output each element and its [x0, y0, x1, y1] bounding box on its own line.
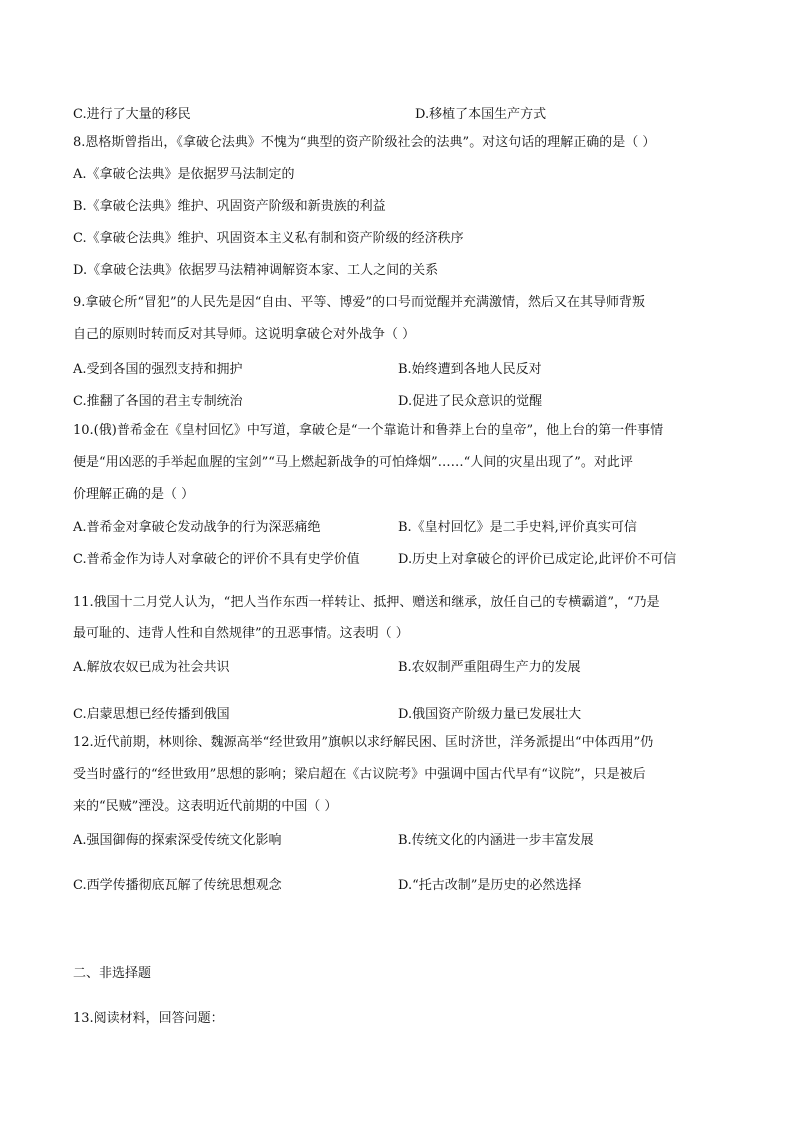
q10-options-cd [73, 548, 733, 566]
q11-stem-line2: 最可耻的、违背人性和自然规律”的丑恶事情。这表明（ ） [73, 626, 409, 641]
q11-option-d: D.俄国资产阶级力量已发展壮大 [398, 707, 582, 722]
q12-stem-line1: 12.近代前期，林则徐、魏源高举“经世致用”旗帜以求纾解民困、匡时济世，洋务派提出“中体西用”仍 [73, 735, 654, 750]
q10-options-ab [73, 516, 733, 534]
section-heading: 二、非选择题 [73, 966, 152, 981]
q10-option-d: D.历史上对拿破仑的评价已成定论,此评价不可信 [398, 552, 677, 567]
q12-option-a: A.强国御侮的探索深受传统文化影响 [73, 833, 282, 848]
q10-stem-line3: 价理解正确的是（ ） [73, 487, 195, 502]
q11-stem-line1: 11.俄国十二月党人认为，“把人当作东西一样转让、抵押、赠送和继承，放任自己的专横霸道”，“乃是 [73, 595, 660, 610]
q10-option-a: A.普希金对拿破仑发动战争的行为深恶痛绝 [73, 520, 321, 535]
q12-stem-line3: 来的“民贼”湮没。这表明近代前期的中国（ ） [73, 799, 338, 814]
q8-stem: 8.恩格斯曾指出，《拿破仑法典》不愧为“典型的资产阶级社会的法典”。对这句话的理解正确的是（ ） [73, 135, 656, 150]
q10-option-b: B.《皇村回忆》是二手史料,评价真实可信 [398, 520, 637, 535]
q12-options-ab [73, 829, 733, 847]
q11-option-b: B.农奴制严重阻碍生产力的发展 [398, 660, 581, 675]
q8-option-c: C.《拿破仑法典》维护、巩固资本主义私有制和资产阶级的经济秩序 [73, 231, 464, 246]
q13-stem: 13.阅读材料，回答问题： [73, 1011, 224, 1026]
q9-option-d: D.促进了民众意识的觉醒 [398, 394, 543, 409]
q12-option-b: B.传统文化的内涵进一步丰富发展 [398, 833, 594, 848]
q9-options-cd [73, 390, 733, 408]
q10-option-c: C.普希金作为诗人对拿破仑的评价不具有史学价值 [73, 552, 360, 567]
q9-options-ab [73, 358, 733, 376]
q8-option-b: B.《拿破仑法典》维护、巩固资产阶级和新贵族的利益 [73, 199, 386, 214]
q8-option-d: D.《拿破仑法典》依据罗马法精神调解资本家、工人之间的关系 [73, 263, 439, 278]
q11-option-c: C.启蒙思想已经传播到俄国 [73, 707, 230, 722]
q11-option-a: A.解放农奴已成为社会共识 [73, 660, 230, 675]
q8-option-a: A.《拿破仑法典》是依据罗马法制定的 [73, 167, 295, 182]
q10-stem-line1: 10.(俄)普希金在《皇村回忆》中写道，拿破仑是“一个靠诡计和鲁莽上台的皇帝”，他上台的第一件事情 [73, 423, 664, 438]
q9-option-a: A.受到各国的强烈支持和拥护 [73, 362, 243, 377]
q11-options-cd [73, 703, 733, 721]
q12-stem-line2: 受当时盛行的“经世致用”思想的影响；梁启超在《古议院考》中强调中国古代早有“议院”，只是被后 [73, 767, 646, 782]
q10-stem-line2: 便是“用凶恶的手举起血腥的宝剑”“马上燃起新战争的可怕烽烟”……“人间的灾星出现了”。对此评 [73, 455, 633, 470]
q9-option-b: B.始终遭到各地人民反对 [398, 362, 542, 377]
q12-option-d: D.“托古改制”是历史的必然选择 [398, 878, 582, 893]
q7-option-c: C.进行了大量的移民 [73, 107, 191, 122]
q7-options-cd [73, 103, 733, 121]
q9-stem-line2: 自己的原则时转而反对其导师。这说明拿破仑对外战争（ ） [73, 327, 416, 342]
q9-option-c: C.推翻了各国的君主专制统治 [73, 394, 243, 409]
q9-stem-line1: 9.拿破仑所“冒犯”的人民先是因“自由、平等、博爱”的口号而觉醒并充满激情，然后又在其导师背叛 [73, 295, 645, 310]
q11-options-ab [73, 656, 733, 674]
q7-option-d: D.移植了本国生产方式 [415, 107, 547, 122]
q12-option-c: C.西学传播彻底瓦解了传统思想观念 [73, 878, 282, 893]
q12-options-cd [73, 874, 733, 892]
